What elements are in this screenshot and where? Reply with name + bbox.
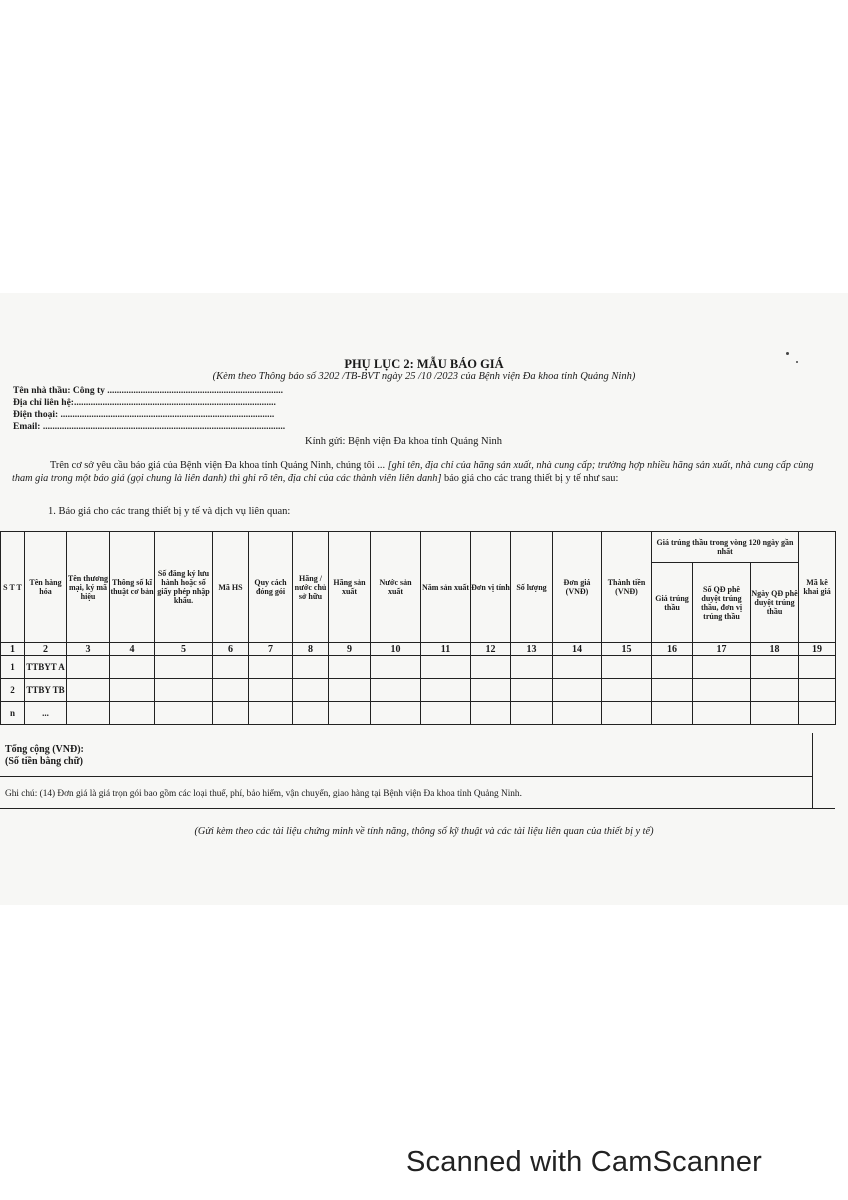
col-num: 2 [25,643,67,656]
col-num: 11 [421,643,471,656]
header-quantity: Số lượng [511,532,553,643]
contractor-field: Tên nhà thầu: Công ty .......................................................................... [13,386,283,396]
header-decision-date: Ngày QĐ phê duyệt trúng thầu [751,563,799,643]
col-num: 10 [371,643,421,656]
scan-speck [786,352,789,355]
intro-part2: [ghi tên, địa chỉ của hãng sản xuất, nhà cung cấp; trường hợp nhiều hãng sản xuất, nhà cung cấp cùng tham gia trong một báo giá (gọi chung là liên danh) thì ghi rõ tên, địa chỉ của các thành viên liên danh] [12,460,814,484]
header-stt: S T T [1,532,25,643]
col-num: 17 [693,643,751,656]
total-label: Tổng cộng (VNĐ): [5,744,84,755]
row-stt: 1 [1,656,25,679]
quotation-table [0,531,836,725]
table-row [1,656,836,679]
table-row [1,679,836,702]
intro-part3: báo giá cho các trang thiết bị y tế như sau: [441,472,619,484]
col-num: 3 [67,643,110,656]
col-num: 4 [110,643,155,656]
divider [0,776,812,777]
camscanner-watermark: Scanned with CamScanner [406,1146,763,1178]
header-trade-name: Tên thương mại, ký mã hiệu [67,532,110,643]
document-title: PHỤ LỤC 2: MẪU BÁO GIÁ [344,357,504,371]
header-winning-price: Giá trúng thầu [652,563,693,643]
total-words-label: (Số tiền bằng chữ) [5,756,83,767]
table-row [1,702,836,725]
section-heading: 1. Báo giá cho các trang thiết bị y tế và dịch vụ liên quan: [48,506,291,517]
note: Ghi chú: (14) Đơn giá là giá trọn gói bao gồm các loại thuế, phí, bảo hiểm, vận chuyển, giao hàng tại Bệnh viện Đa khoa tỉnh Quảng Ninh. [5,789,522,799]
divider [0,808,835,809]
header-name: Tên hàng hóa [25,532,67,643]
header-country: Nước sản xuất [371,532,421,643]
row-stt: n [1,702,25,725]
header-year: Năm sản xuất [421,532,471,643]
attachment-note: (Gửi kèm theo các tài liệu chứng minh về tính năng, thông số kỹ thuật và các tài liệu liên quan của thiết bị y tế) [194,826,654,837]
intro-part1: Trên cơ sở yêu cầu báo giá của Bệnh viện Đa khoa tỉnh Quảng Ninh, chúng tôi ... [50,460,388,471]
col-num: 1 [1,643,25,656]
col-num: 7 [249,643,293,656]
col-num: 19 [799,643,836,656]
col-num: 12 [471,643,511,656]
column-number-row [1,643,836,656]
phone-field: Điện thoại: .......................................................................................... [13,410,275,420]
total-block [5,744,84,768]
col-num: 14 [553,643,602,656]
header-specs: Thông số kĩ thuật cơ bản [110,532,155,643]
header-row-top [1,532,836,563]
row-stt: 2 [1,679,25,702]
header-unit: Đơn vị tính [471,532,511,643]
header-amount: Thành tiền (VNĐ) [602,532,652,643]
email-field: Email: ...................................................................................................... [13,422,286,432]
header-manufacturer: Hãng sản xuất [329,532,371,643]
col-num: 8 [293,643,329,656]
header-hs-code: Mã HS [213,532,249,643]
row-name: TTBY TB [25,679,67,702]
header-unit-price: Đơn giá (VNĐ) [553,532,602,643]
row-name: TTBYT A [25,656,67,679]
header-decision-no: Số QĐ phê duyệt trúng thầu, đơn vị trúng thầu [693,563,751,643]
header-packing: Quy cách đóng gói [249,532,293,643]
col-num: 9 [329,643,371,656]
col-num: 15 [602,643,652,656]
intro-paragraph [12,460,822,485]
header-registration: Số đăng ký lưu hành hoặc số giấy phép nhập khẩu. [155,532,213,643]
document-subtitle: (Kèm theo Thông báo số 3202 /TB-BVT ngày 25 /10 /2023 của Bệnh viện Đa khoa tỉnh Quảng Ninh) [212,371,636,382]
row-name: ... [25,702,67,725]
greeting: Kính gửi: Bệnh viện Đa khoa tỉnh Quảng Ninh [305,436,502,447]
col-num: 16 [652,643,693,656]
col-num: 18 [751,643,799,656]
header-owner: Hãng / nước chủ sở hữu [293,532,329,643]
address-field: Địa chỉ liên hệ:..................................................................................... [13,398,276,408]
col-num: 5 [155,643,213,656]
header-price-declaration: Mã kê khai giá [799,532,836,643]
header-winning-bid-group: Giá trúng thầu trong vòng 120 ngày gần nhất [652,532,799,563]
col-num: 13 [511,643,553,656]
col-num: 6 [213,643,249,656]
